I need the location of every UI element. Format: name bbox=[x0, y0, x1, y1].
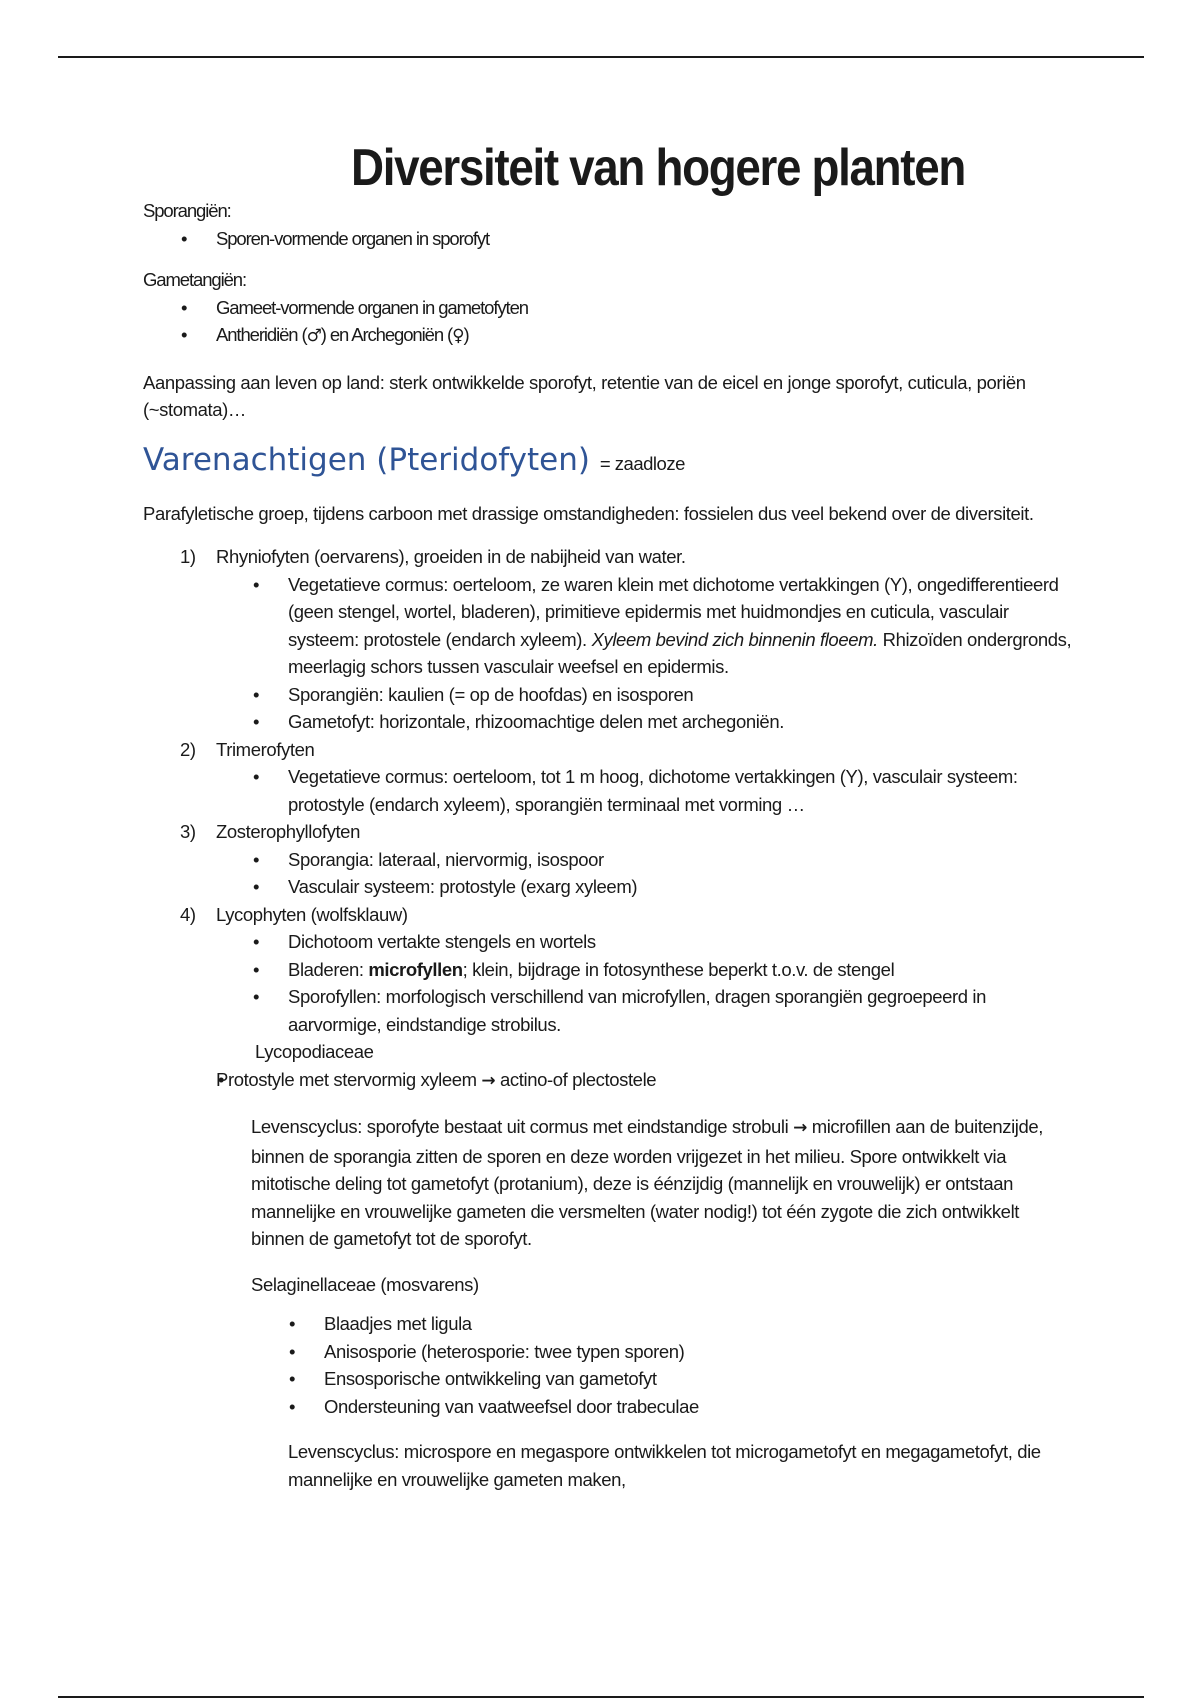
list-number: 3) bbox=[180, 821, 196, 843]
groups-list bbox=[143, 543, 1073, 1038]
gametangien-list bbox=[143, 294, 1073, 351]
group-lycophyten bbox=[143, 901, 1073, 1039]
arrow-right-icon: → bbox=[793, 1118, 807, 1139]
group-bullets bbox=[216, 763, 1073, 818]
antheridien-text: Antheridiën ( bbox=[216, 324, 307, 346]
section-heading-text: Varenachtigen (Pteridofyten) bbox=[143, 441, 590, 478]
sporangien-label: Sporangiën: bbox=[143, 200, 231, 222]
lycopodiaceae-cycle bbox=[251, 1113, 1073, 1253]
bullet-text: Bladeren: bbox=[288, 958, 369, 980]
archegonien-text: ) en Archegoniën ( bbox=[320, 324, 453, 346]
document-page bbox=[143, 140, 1073, 1493]
list-number: 1) bbox=[180, 546, 196, 568]
bullet-tail: ; klein, bijdrage in fotosynthese beperkt t.o.v. de stengel bbox=[462, 958, 895, 980]
cycle-text: Levenscyclus: sporofyte bestaat uit cormus met eindstandige strobuli bbox=[251, 1116, 789, 1138]
group-title: Rhyniofyten (oervarens), groeiden in de nabijheid van water. bbox=[216, 546, 686, 568]
lycopodiaceae-label: Lycopodiaceae bbox=[255, 1041, 374, 1063]
list-item bbox=[143, 321, 1073, 351]
group-rhyniofyten bbox=[143, 543, 1073, 736]
selaginellaceae-label: Selaginellaceae (mosvarens) bbox=[251, 1273, 479, 1295]
list-item: • Blaadjes met ligula bbox=[143, 1310, 1073, 1338]
footer-rule bbox=[58, 1696, 1144, 1698]
list-item bbox=[143, 956, 1073, 984]
female-symbol-icon: ♀ bbox=[452, 326, 464, 347]
list-item: • Ensosporische ontwikkeling van gametofyt bbox=[143, 1365, 1073, 1393]
list-item: • Dichotoom vertakte stengels en wortels bbox=[143, 928, 1073, 956]
group-trimerofyten bbox=[143, 736, 1073, 819]
list-item: • Sporen-vormende organen in sporofyt bbox=[143, 225, 1073, 253]
group-title: Zosterophyllofyten bbox=[216, 821, 360, 843]
header-rule bbox=[58, 56, 1144, 58]
group-bullets bbox=[216, 571, 1073, 736]
list-item bbox=[143, 571, 1073, 681]
page-title: Diversiteit van hogere planten bbox=[351, 139, 965, 197]
list-item: • Sporangiën: kaulien (= op de hoofdas) en isosporen bbox=[143, 681, 1073, 709]
group-zosterophyllofyten bbox=[143, 818, 1073, 901]
bullet-italic: Xyleem bevind zich binnenin floeem. bbox=[591, 628, 878, 650]
male-symbol-icon: ♂ bbox=[306, 326, 321, 347]
list-item: • Ondersteuning van vaatweefsel door trabeculae bbox=[143, 1393, 1073, 1421]
bullet-text: Protostyle met stervormig xyleem bbox=[216, 1068, 477, 1090]
section-intro: Parafyletische groep, tijdens carboon met drassige omstandigheden: fossielen dus veel bekend over de diversiteit. bbox=[143, 502, 1034, 524]
group-title: Lycophyten (wolfsklauw) bbox=[216, 903, 408, 925]
bullet-bold: microfyllen bbox=[368, 958, 463, 980]
gametangien-label: Gametangiën: bbox=[143, 269, 247, 291]
bullet-text: Vegetatieve cormus: oerteloom, ze waren klein met dichotome vertakkingen (Y), ongedifferentieerd (geen stengel, wortel, bladeren), primitieve epidermis met huidmondjes en cuticula, vasculair systeem: protostele (endarch xyleem). bbox=[288, 573, 1059, 650]
group-bullets bbox=[216, 846, 1073, 901]
list-item bbox=[180, 1066, 1073, 1096]
aanpassing-paragraph: Aanpassing aan leven op land: sterk ontwikkelde sporofyt, retentie van de eicel en jonge sporofyt, cuticula, poriën (~stomata)… bbox=[143, 371, 1026, 421]
group-title: Trimerofyten bbox=[216, 738, 315, 760]
lycopodiaceae-list bbox=[180, 1066, 1073, 1096]
list-item: • Gameet-vormende organen in gametofyten bbox=[143, 294, 1073, 322]
list-item: • Vasculair systeem: protostyle (exarg xyleem) bbox=[143, 873, 1073, 901]
cycle-tail: microfillen aan de buitenzijde, binnen de sporangia zitten de sporen en deze worden vrijgezet in het milieu. Spore ontwikkelt via mitotische deling tot gametofyt (protanium), deze is éénzijdig (mannelijk en vrouwelijk) er ontstaan mannelijke en vrouwelijke gameten die versmelten (water nodig!) tot één zygote die zich ontwikkelt binnen de gametofyt tot de sporofyt. bbox=[251, 1116, 1044, 1250]
close-paren: ) bbox=[463, 324, 469, 346]
section-heading bbox=[143, 438, 1073, 486]
list-item: • Sporofyllen: morfologisch verschillend van microfyllen, dragen sporangiën gegroepeerd in aarvormige, eindstandige strobilus. bbox=[143, 983, 1073, 1038]
arrow-right-icon: → bbox=[481, 1070, 496, 1091]
bullet-tail: actino-of plectostele bbox=[500, 1068, 657, 1090]
section-heading-suffix: = zaadloze bbox=[599, 452, 685, 474]
selaginellaceae-cycle: Levenscyclus: microspore en megaspore ontwikkelen tot microgametofyt en megagametofyt, die mannelijke en vrouwelijke gameten maken, bbox=[288, 1441, 1041, 1490]
list-number: 2) bbox=[180, 738, 196, 760]
sporangien-list bbox=[143, 225, 1073, 253]
selaginellaceae-list bbox=[143, 1310, 1073, 1420]
bullet-tail: Rhizoïden ondergronds, meerlagig schors tussen vasculair weefsel en epidermis. bbox=[288, 628, 1072, 678]
list-item: • Gametofyt: horizontale, rhizoomachtige delen met archegoniën. bbox=[143, 708, 1073, 736]
list-item: • Vegetatieve cormus: oerteloom, tot 1 m hoog, dichotome vertakkingen (Y), vasculair systeem: protostyle (endarch xyleem), sporangiën terminaal met vorming … bbox=[143, 763, 1073, 818]
list-item: • Sporangia: lateraal, niervormig, isospoor bbox=[143, 846, 1073, 874]
group-bullets bbox=[216, 928, 1073, 1038]
list-number: 4) bbox=[180, 903, 196, 925]
list-item: • Anisosporie (heterosporie: twee typen sporen) bbox=[143, 1338, 1073, 1366]
